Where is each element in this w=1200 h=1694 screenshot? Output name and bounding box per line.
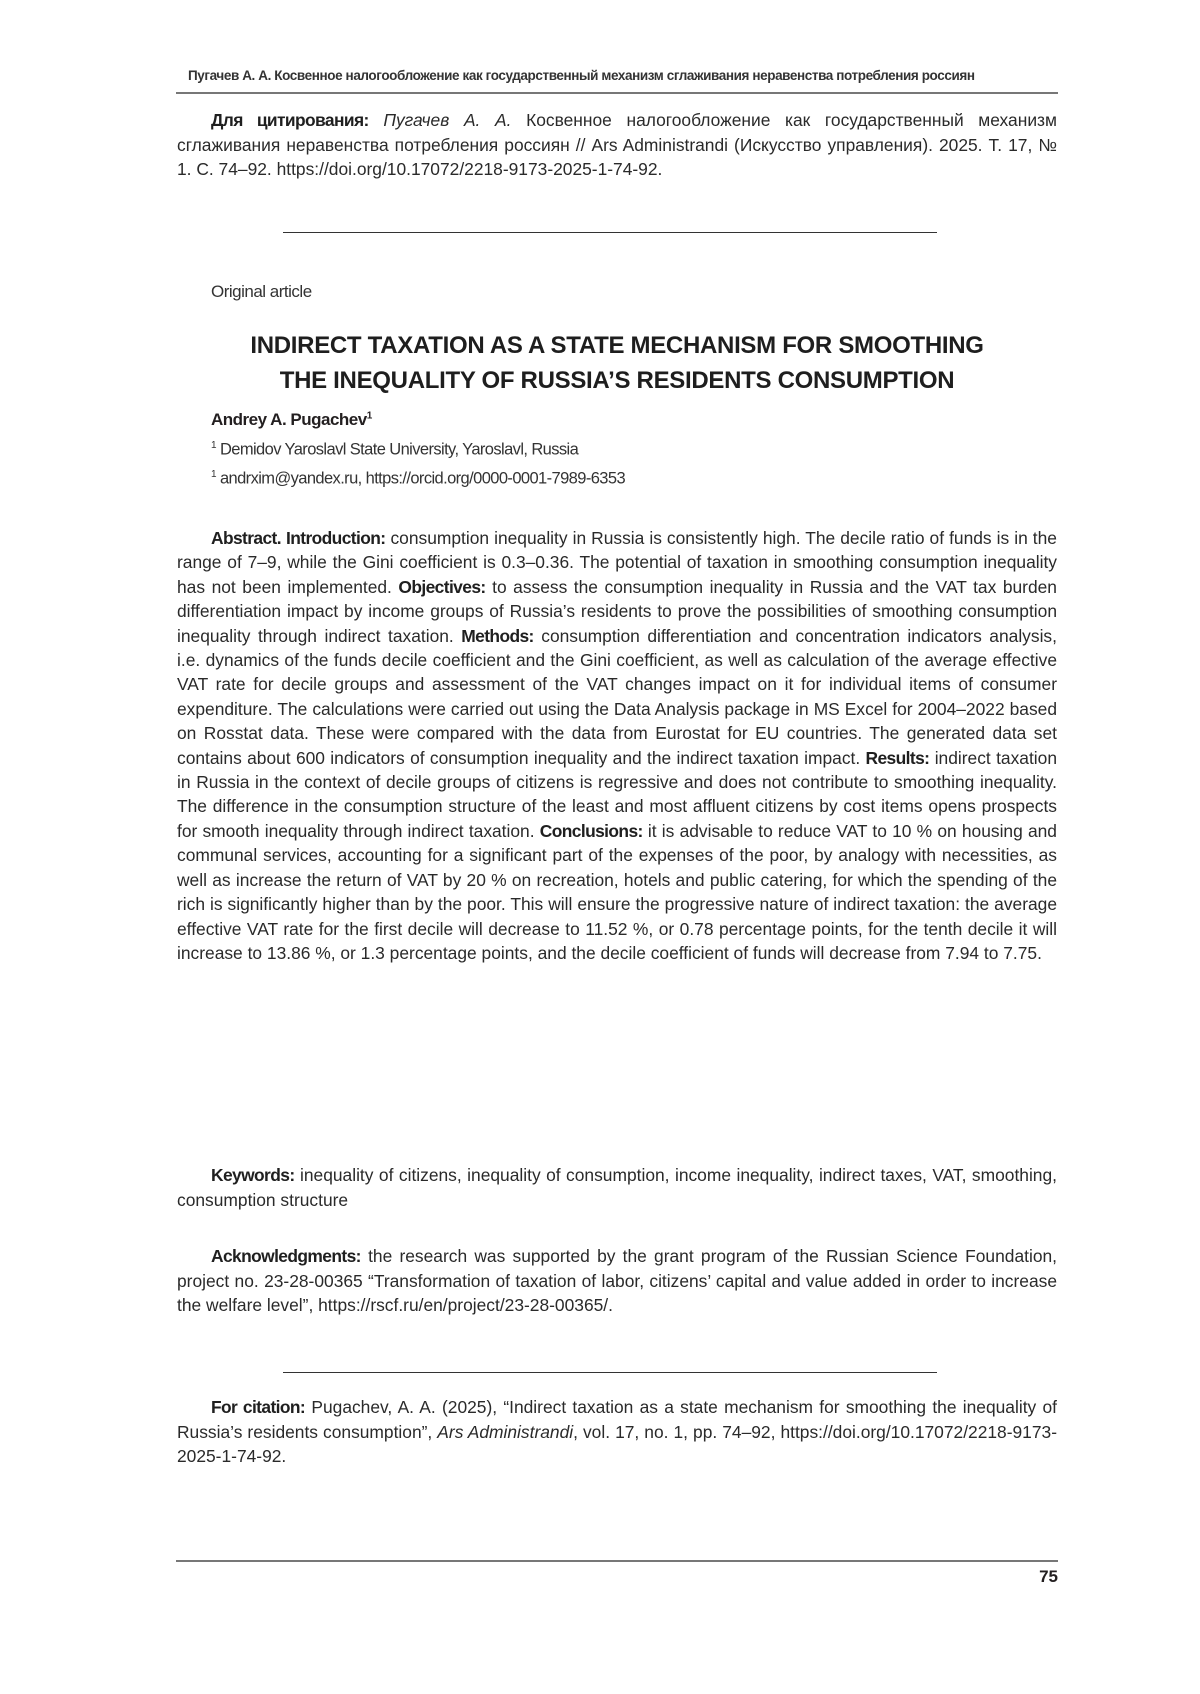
for-citation-label: For citation: [211,1397,305,1417]
introduction-text: consumption inequality in Russia is consistently high. The decile ratio of funds is in the range of 7–9, while the Gini coefficient is 0.3–0.36. The potential of taxation in smoothing consumption inequality has not been implemented. [177,528,1057,597]
journal-name: Ars Administrandi [437,1422,573,1442]
acknowledgments-label: Acknowledgments: [211,1246,361,1266]
introduction-label: Introduction: [286,528,385,548]
keywords-label: Keywords: [211,1165,295,1185]
author-sup: 1 [367,410,372,421]
header-rule [176,92,1058,94]
title-line-2: THE INEQUALITY OF RUSSIA’S RESIDENTS CONSUMPTION [177,363,1057,398]
affiliation-sup: 1 [211,440,216,451]
contact[interactable] [211,469,625,489]
methods-label: Methods: [461,626,533,646]
author-name: Andrey A. Pugachev [211,410,367,429]
conclusions-text: it is advisable to reduce VAT to 10 % on housing and communal services, accounting for a significant part of the expenses of the poor, by analogy with necessities, as well as increase the return of VAT by 20 % on recreation, hotels and public catering, for which the spending of the rich is significantly higher than by the poor. This will ensure the progressive nature of indirect taxation: the average effective VAT rate for the first decile will decrease to 11.52 %, or 0.78 percentage points, for the tenth decile it will increase to 13.86 %, or 1.3 percentage points, and the decile coefficient of funds will decrease from 7.94 to 7.75. [177,821,1057,963]
keywords-text: inequality of citizens, inequality of consumption, income inequality, indirect taxes, VAT, smoothing, consumption structure [177,1165,1057,1210]
for-citation-text: Pugachev, A. A. (2025), “Indirect taxation as a state mechanism for smoothing the inequality of Russia’s residents consumption”, [177,1397,1057,1442]
separator [283,232,937,233]
footer-rule [176,1560,1058,1562]
results-label: Results: [866,748,930,768]
citation-ru [177,108,1057,182]
keywords [177,1163,1057,1212]
citation-ru-author: Пугачев А. А. [383,110,511,130]
page-number: 75 [1020,1567,1058,1587]
affiliation-text: Demidov Yaroslavl State University, Yaroslavl, Russia [220,441,578,459]
objectives-label: Objectives: [398,577,485,597]
affiliation [211,440,578,460]
contact-sup: 1 [211,469,216,480]
for-citation [177,1395,1057,1469]
objectives-text: to assess the consumption inequality in Russia and the VAT tax burden differentiation impact by income groups of Russia’s residents to prove the possibilities of smoothing consumption inequality through indirect taxation. [177,577,1057,646]
author [211,410,372,430]
title-line-1: INDIRECT TAXATION AS A STATE MECHANISM FOR SMOOTHING [177,328,1057,363]
results-text: indirect taxation in Russia in the context of decile groups of citizens is regressive and does not contribute to smoothing inequality. The difference in the consumption structure of the least and most affluent citizens by cost items opens prospects for smooth inequality through indirect taxation. [177,748,1057,841]
methods-text: consumption differentiation and concentration indicators analysis, i.e. dynamics of the funds decile coefficient and the Gini coefficient, as well as calculation of the average effective VAT rate for decile groups and assessment of the VAT changes impact on it for individual items of consumer expenditure. The calculations were carried out using the Data Analysis package in MS Excel for 2004–2022 based on Rosstat data. These were compared with the data from Eurostat for EU countries. The generated data set contains about 600 indicators of consumption inequality and the indirect taxation impact. [177,626,1057,768]
acknowledgments-text: the research was supported by the grant program of the Russian Science Foundation, project no. 23-28-00365 “Transformation of taxation of labor, citizens’ capital and value added in order to increase the welfare level”, https://rscf.ru/en/project/23-28-00365/. [177,1246,1057,1315]
acknowledgments [177,1244,1057,1318]
separator [283,1372,937,1373]
abstract-label: Abstract. [211,528,281,548]
abstract [177,526,1057,965]
running-header: Пугачев А. А. Косвенное налогообложение как государственный механизм сглаживания неравенства потребления россиян [188,68,1058,83]
citation-ru-label: Для цитирования: [211,110,369,130]
conclusions-label: Conclusions: [540,821,643,841]
article-title [177,328,1057,398]
article-type: Original article [211,282,312,302]
citation-ru-text: Косвенное налогообложение как государственный механизм сглаживания неравенства потребления россиян // Ars Administrandi (Искусство управления). 2025. Т. 17, № 1. С. 74–92. https://doi.org/10.17072/2218-9173-2025-1-74-92. [177,110,1057,179]
contact-text[interactable]: andrxim@yandex.ru, https://orcid.org/0000-0001-7989-6353 [220,470,625,488]
for-citation-details: , vol. 17, no. 1, pp. 74–92, https://doi.org/10.17072/2218-9173-2025-1-74-92. [177,1422,1057,1467]
